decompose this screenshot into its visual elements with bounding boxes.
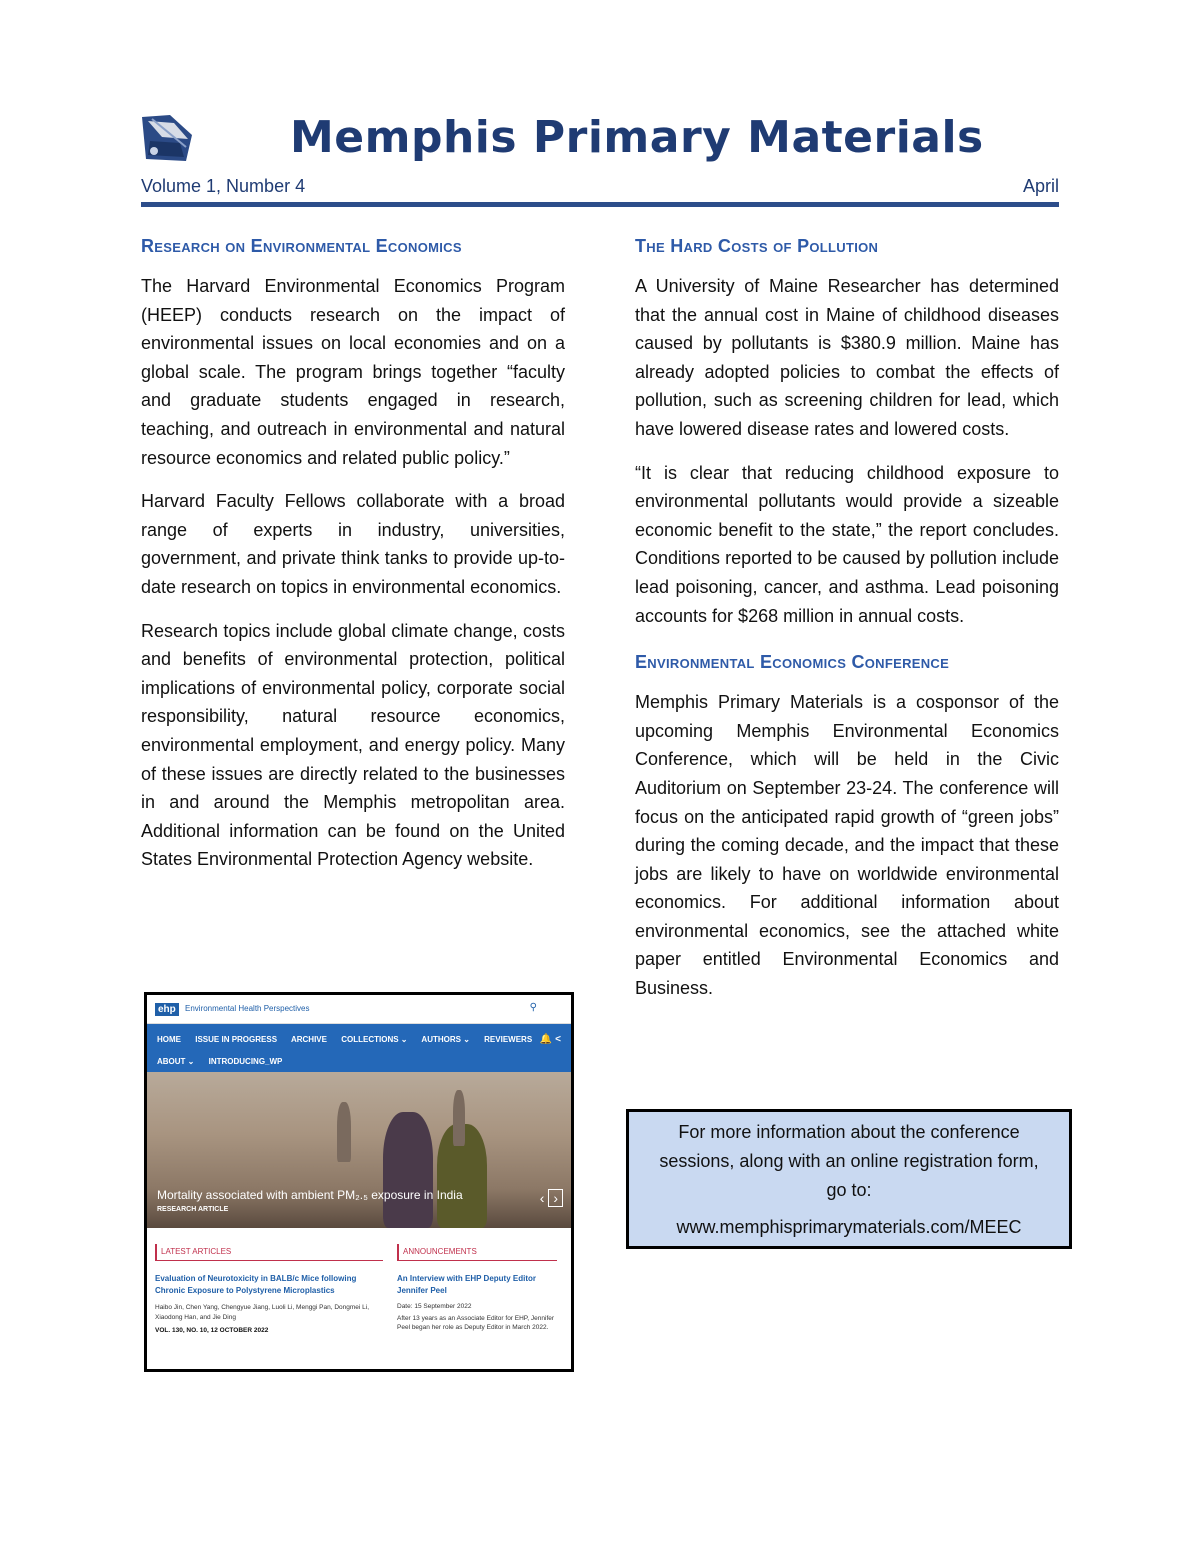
search-icon: ⚲: [529, 1002, 537, 1013]
share-icon: <: [555, 1034, 561, 1045]
paragraph: The Harvard Environmental Economics Program (HEEP) conducts research on the impact of environmental issues on local economies and on a global scale. The program brings together “faculty and graduate students engaged in research, teaching, and outreach in environmental and natural resource economics and related public policy.”: [141, 276, 565, 468]
article-authors: Haibo Jin, Chen Yang, Chengyue Jiang, Luoli Li, Menggi Pan, Dongmei Li, Xiaodong Han, and Jie Ding: [155, 1304, 370, 1321]
person-figure: [383, 1112, 433, 1228]
chevron-right-icon: ›: [548, 1189, 563, 1207]
site-name: Environmental Health Perspectives: [185, 1004, 310, 1013]
chevron-left-icon: ‹: [539, 1190, 545, 1206]
newsletter-title: Memphis Primary Materials: [290, 112, 984, 163]
nav-item: INTRODUCING_WP: [208, 1057, 283, 1066]
article-volume: VOL. 130, NO. 10, 12 OCTOBER 2022: [155, 1327, 269, 1334]
announcement-body: After 13 years as an Associate Editor for EHP, Jennifer Peel began her role as Deputy Editor in March 2022.: [397, 1315, 555, 1331]
issue-month: April: [1022, 176, 1059, 196]
section-heading-pollution: The Hard Costs of Pollution: [635, 236, 879, 256]
paragraph: Memphis Primary Materials is a cosponsor of the upcoming Memphis Environmental Economics Conference, which will be held in the Civic Auditorium on September 23-24. The conference will focus on the anticipated rapid growth of “green jobs” during the coming decade, and the impact that these jobs are likely to have on worldwide environmental economics. For additional information about environmental economics, see the attached white paper entitled Environmental Economics and Business.: [635, 692, 1059, 999]
paragraph: A University of Maine Researcher has determined that the annual cost in Maine of childhood diseases caused by pollutants is $380.9 million. Maine has already adopted policies to combat the effects of pollution, such as screening children for lead, which have lowered disease rates and lowered costs.: [635, 276, 1059, 439]
site-content: [147, 1228, 571, 1368]
hero-subtitle: RESEARCH ARTICLE: [157, 1206, 229, 1213]
left-column: [141, 236, 565, 889]
person-figure: [337, 1102, 351, 1162]
website-screenshot: [144, 992, 574, 1372]
section-label: ANNOUNCEMENTS: [397, 1244, 557, 1261]
site-header: [147, 995, 571, 1024]
latest-articles: [155, 1244, 383, 1334]
hero-image: [147, 1072, 571, 1228]
right-column: [635, 236, 1059, 1018]
site-nav: [147, 1024, 571, 1072]
person-figure: [453, 1090, 465, 1146]
nav-item: COLLECTIONS ⌄: [341, 1035, 408, 1044]
conference-url-link[interactable]: www.memphisprimarymaterials.com/MEEC: [676, 1217, 1022, 1237]
nav-item: REVIEWERS: [484, 1035, 533, 1044]
header-rule: [141, 202, 1059, 207]
nav-item: AUTHORS ⌄: [421, 1035, 470, 1044]
hero-caption: Mortality associated with ambient PM₂.₅ exposure in India: [157, 1188, 463, 1202]
site-logo: ehp: [155, 1003, 179, 1016]
article-title: Evaluation of Neurotoxicity in BALB/c Mice following Chronic Exposure to Polystyrene Microplastics: [155, 1274, 357, 1295]
info-text: For more information about the conference sessions, along with an online registration form, go to:: [659, 1122, 1039, 1200]
section-heading-research: Research on Environmental Economics: [141, 236, 462, 256]
announcement-date: Date: 15 September 2022: [397, 1303, 472, 1310]
nav-item: ABOUT ⌄: [157, 1057, 195, 1066]
announcements: [397, 1244, 557, 1332]
volume-number: Volume 1, Number 4: [141, 176, 306, 196]
paragraph: “It is clear that reducing childhood exposure to environmental pollutants would provide a sizeable economic benefit to the state,” the report concludes. Conditions reported to be caused by pollution include lead poisoning, cancer, and asthma. Lead poisoning accounts for $268 million in annual costs.: [635, 462, 1059, 626]
nav-item: ISSUE IN PROGRESS: [195, 1035, 278, 1044]
ship-logo-icon: [140, 113, 194, 163]
announcement-title: An Interview with EHP Deputy Editor Jennifer Peel: [397, 1274, 536, 1295]
nav-item: HOME: [157, 1035, 181, 1044]
section-label: LATEST ARTICLES: [155, 1244, 383, 1261]
nav-item: ARCHIVE: [290, 1035, 327, 1044]
bell-icon: 🔔: [539, 1034, 553, 1045]
paragraph: Harvard Faculty Fellows collaborate with a broad range of experts in industry, universities, government, and private think tanks to provide up-to-date research on topics in environmental economics.: [141, 491, 565, 597]
paragraph: Research topics include global climate change, costs and benefits of environmental protection, political implications of environmental policy, corporate social responsibility, natural resource economics, environmental employment, and energy policy. Many of these issues are directly related to the businesses in and around the Memphis metropolitan area. Additional information can be found on the United States Environmental Protection Agency website.: [141, 620, 565, 870]
info-box: [626, 1109, 1072, 1249]
section-heading-conference: Environmental Economics Conference: [635, 652, 950, 673]
